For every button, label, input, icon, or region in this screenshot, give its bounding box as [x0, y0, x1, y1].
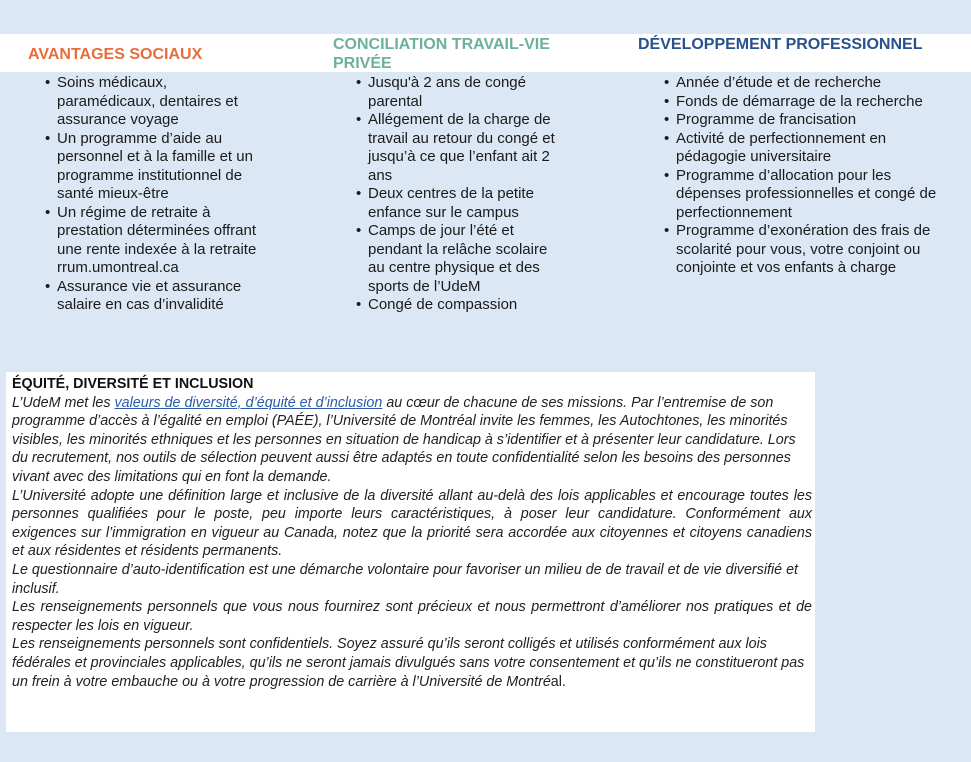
list-item: • Fonds de démarrage de la recherche — [664, 93, 959, 112]
list-avantages-sociaux — [45, 74, 260, 315]
list-item: • Allégement de la charge de travail au retour du congé et jusqu’à ce que l’enfant ait 2 ans — [356, 111, 556, 185]
list-developpement — [664, 74, 959, 278]
list-item: • Année d’étude et de recherche — [664, 74, 959, 93]
right-margin-band — [815, 372, 971, 732]
bottom-band — [0, 732, 971, 762]
heading-conciliation-travail: CONCILIATION TRAVAIL-VIE PRIVÉE — [333, 36, 550, 72]
list-item: • Deux centres de la petite enfance sur le campus — [356, 185, 556, 222]
list-item: • Un programme d’aide au personnel et à la famille et un programme institutionnel de santé mieux-être — [45, 130, 260, 204]
list-item: • Congé de compassion — [356, 296, 556, 315]
list-item: • Soins médicaux, paramédicaux, dentaires et assurance voyage — [45, 74, 260, 130]
edi-paragraph-5 — [6, 635, 812, 691]
edi-p1-text-end: au cœur de chacune de ses missions. Par l’entremise de son programme d’accès à l’égalité en emploi (PAÉE), l’Université de Montréal invite les femmes, les Autochtones, les minorités visibles, les minorités ethniques et les personnes en situation de handicap à s’identifier et à présenter leur candidature. Lors du recrutement, nos outils de sélection peuvent aussi être adaptés en toute confidentialité selon les besoins des personnes vivant avec des limitations qui en font la demande. — [12, 394, 796, 485]
edi-p5-text: Les renseignements personnels sont confidentiels. Soyez assuré qu’ils seront colligés et utilisés conformément aux lois fédérales et provinciales applicables, qu’ils ne seront jamais divulgués sans votre consentement et qu’ils ne constitueront pas un frein à votre embauche ou à votre progression de carrière à l’Université de Montré — [12, 636, 805, 690]
list-item: • Programme d’allocation pour les dépenses professionnelles et congé de perfectionnement — [664, 167, 959, 223]
edi-paragraph-1 — [6, 394, 812, 487]
list-item: • Programme d’exonération des frais de scolarité pour vous, votre conjoint ou conjointe et vos enfants à charge — [664, 222, 959, 278]
heading-avantages-sociaux: AVANTAGES SOCIAUX — [28, 46, 203, 63]
list-item: • Camps de jour l’été et pendant la relâche scolaire au centre physique et des sports de l’UdeM — [356, 222, 556, 296]
edi-paragraph-2: L’Université adopte une définition large et inclusive de la diversité allant au-delà des lois applicables et encourage toutes les personnes qualifiées pour le poste, peu importe leurs caractéristiques, à poser leur candidature. Conformément aux exigences sur l’immigration en vigueur au Canada, notez que la priorité sera accordée aux citoyennes et citoyens canadiens et aux résidentes et résidents permanents. — [12, 487, 812, 560]
edi-p1-text-start: L’UdeM met les — [12, 394, 115, 411]
list-conciliation — [356, 74, 556, 315]
top-band — [0, 0, 971, 34]
diversity-values-link[interactable]: valeurs de diversité, d’équité et d’inclusion — [114, 394, 383, 411]
edi-p5-tail: al. — [550, 673, 566, 690]
edi-heading: ÉQUITÉ, DIVERSITÉ ET INCLUSION — [12, 376, 254, 392]
edi-paragraph-3: Le questionnaire d’auto-identification est une démarche volontaire pour favoriser un milieu de de travail et de vie diversifié et inclusif. — [12, 561, 798, 597]
list-item: • Jusqu'à 2 ans de congé parental — [356, 74, 556, 111]
list-item: • Un régime de retraite à prestation déterminées offrant une rente indexée à la retraite rrum.umontreal.ca — [45, 204, 260, 278]
heading-developpement-professionnel: DÉVELOPPEMENT PROFESSIONNEL — [638, 36, 923, 53]
list-item: • Programme de francisation — [664, 111, 959, 130]
edi-section — [6, 375, 812, 691]
list-item: • Assurance vie et assurance salaire en cas d’invalidité — [45, 278, 260, 315]
edi-paragraph-4: Les renseignements personnels que vous nous fournirez sont précieux et nous permettront d’améliorer nos pratiques et de respecter les lois en vigueur. — [12, 599, 812, 634]
list-item: • Activité de perfectionnement en pédagogie universitaire — [664, 130, 959, 167]
